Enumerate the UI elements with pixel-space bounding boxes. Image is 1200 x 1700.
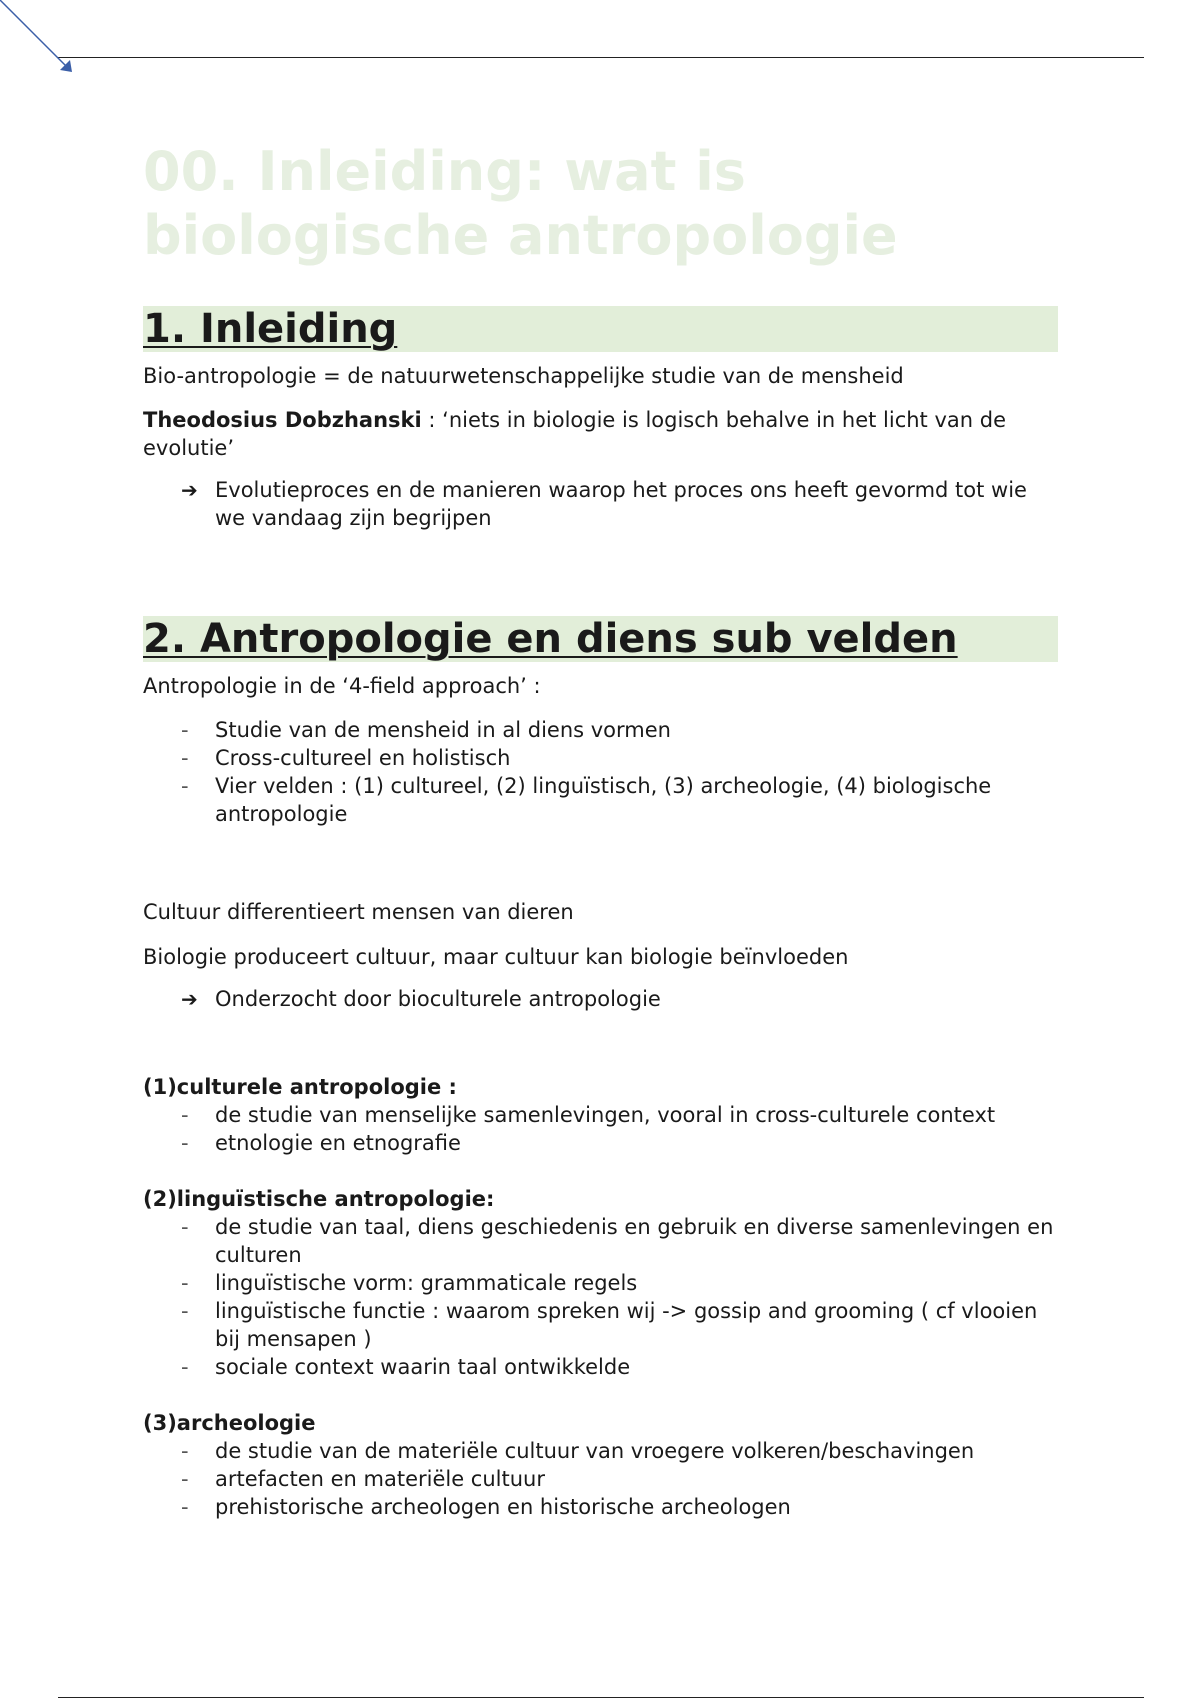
header-rule <box>58 57 1144 58</box>
corner-arrow-icon <box>0 0 80 80</box>
list-item: - de studie van de materiële cultuur van vroegere volkeren/beschavingen <box>181 1439 975 1463</box>
dash-icon: - <box>181 1215 189 1239</box>
arrow-item-text: Onderzocht door bioculturele antropologie <box>215 987 661 1011</box>
dash-icon: - <box>181 1355 189 1379</box>
quote-text: : ‘niets in biologie is logisch behalve in het licht van de evolutie’ <box>143 408 1006 460</box>
arrow-icon: ➔ <box>181 478 198 502</box>
field-list-linguistic <box>143 1213 1058 1381</box>
list-item: - Cross-cultureel en holistisch <box>181 746 511 770</box>
section-heading-subfields <box>143 616 1058 662</box>
intro-paragraph: Antropologie in de ‘4-field approach’ : <box>143 674 541 698</box>
quote-author: Theodosius Dobzhanski <box>143 408 422 432</box>
list-item: - prehistorische archeologen en historische archeologen <box>181 1495 791 1519</box>
page-content <box>143 140 1058 1521</box>
dash-icon: - <box>181 1271 189 1295</box>
field-list-cultural <box>143 1101 1058 1157</box>
section-heading-text: 2. Antropologie en diens sub velden <box>143 616 958 662</box>
definition-paragraph: Bio-antropologie = de natuurwetenschappelijke studie van de mensheid <box>143 364 904 388</box>
dash-icon: - <box>181 774 189 798</box>
field-heading-cultural: (1)culturele antropologie : <box>143 1075 457 1099</box>
list-item: - de studie van taal, diens geschiedenis en gebruik en diverse samenlevingen en culturen <box>181 1215 1054 1267</box>
dash-icon: - <box>181 718 189 742</box>
list-item: - linguïstische functie : waarom spreken wij -> gossip and grooming ( cf vlooien bij mensapen ) <box>181 1299 1038 1351</box>
list-item: - Studie van de mensheid in al diens vormen <box>181 718 671 742</box>
footer-rule <box>58 1697 1144 1698</box>
dash-icon: - <box>181 1439 189 1463</box>
field-heading-linguistic: (2)linguïstische antropologie: <box>143 1187 495 1211</box>
dash-icon: - <box>181 1131 189 1155</box>
list-item: - linguïstische vorm: grammaticale regels <box>181 1271 638 1295</box>
list-item: - sociale context waarin taal ontwikkelde <box>181 1355 631 1379</box>
culture-paragraph: Cultuur differentieert mensen van dieren <box>143 900 574 924</box>
arrow-item-text: Evolutieproces en de manieren waarop het proces ons heeft gevormd tot wie we vandaag zijn begrijpen <box>215 478 1027 530</box>
quote-paragraph <box>143 406 1058 462</box>
dash-icon: - <box>181 1495 189 1519</box>
section-heading-text: 1. Inleiding <box>143 306 398 352</box>
list-item: - etnologie en etnografie <box>181 1131 461 1155</box>
dash-icon: - <box>181 1467 189 1491</box>
arrow-list-item <box>181 985 1058 1013</box>
field-list-archaeology <box>143 1437 1058 1521</box>
dash-icon: - <box>181 1299 189 1323</box>
dash-icon: - <box>181 1103 189 1127</box>
list-item: - Vier velden : (1) cultureel, (2) linguïstisch, (3) archeologie, (4) biologische antropologie <box>181 774 992 826</box>
document-title: 00. Inleiding: wat is biologische antropologie <box>143 140 898 267</box>
field-approach-list <box>143 716 1058 828</box>
field-heading-archaeology: (3)archeologie <box>143 1411 316 1435</box>
list-item: - de studie van menselijke samenlevingen, vooral in cross-culturele context <box>181 1103 996 1127</box>
section-heading-inleiding <box>143 306 1058 352</box>
list-item: - artefacten en materiële cultuur <box>181 1467 545 1491</box>
arrow-list-item <box>181 476 1058 532</box>
dash-icon: - <box>181 746 189 770</box>
arrow-icon: ➔ <box>181 987 198 1011</box>
biology-paragraph: Biologie produceert cultuur, maar cultuur kan biologie beïnvloeden <box>143 945 849 969</box>
